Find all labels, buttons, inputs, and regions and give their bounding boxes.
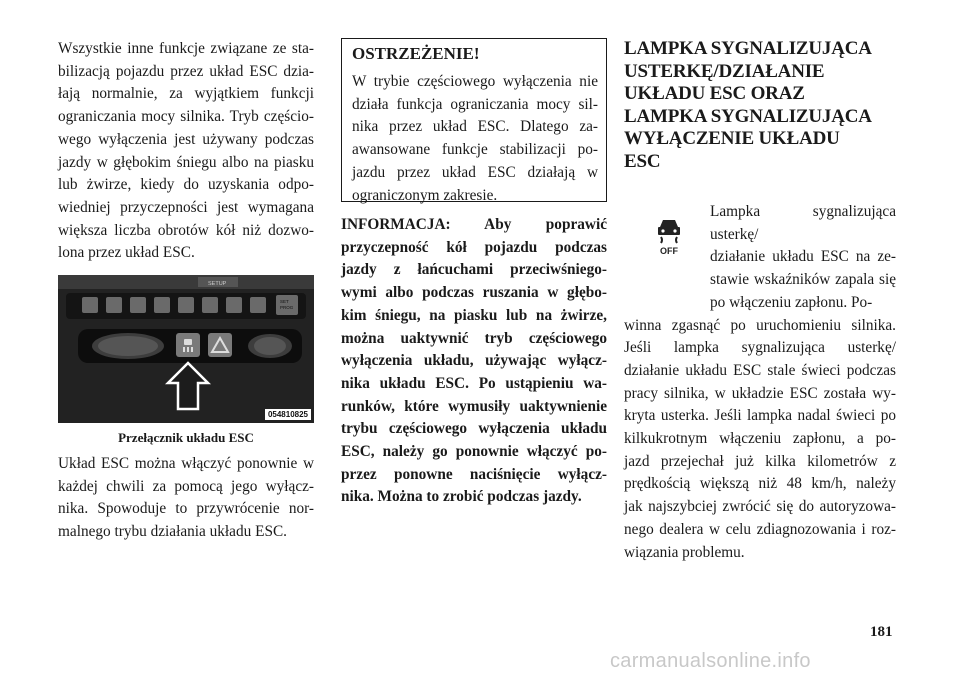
- indicator-paragraph: [624, 201, 896, 564]
- section-heading: [624, 38, 896, 173]
- text-line: łają normalnie, za wyjątkiem funkcji: [58, 85, 314, 103]
- text-line: kryta usterka. Jeśli lampka nadal świeci po: [624, 407, 896, 425]
- text-line: nego dealera w celu zdiagnozowania i roz-: [624, 520, 896, 538]
- text-line: działa funkcja ograniczania mocy sil-: [352, 95, 598, 113]
- text-line: Lampka sygnalizująca usterkę/: [710, 203, 896, 243]
- indicator-block: [624, 201, 896, 564]
- esc-switch-photo: [58, 275, 314, 423]
- text-line: nika. Spowoduje to przywrócenie nor-: [58, 500, 314, 518]
- text-line: runków, które wymusiły uaktywnienie: [341, 397, 607, 415]
- intro-paragraph: [58, 38, 314, 265]
- middle-column: [341, 38, 607, 509]
- text-line: trybu częściowego wyłączenia układu: [341, 420, 607, 438]
- text-line: ograniczania mocy silnika. Tryb częścio-: [58, 108, 314, 126]
- text-line: jak najszybciej zwrócić się do autoryzowa-: [624, 498, 896, 516]
- text-line: winna zgasnąć po uruchomieniu silnika.: [624, 316, 896, 334]
- info-paragraph: [341, 214, 607, 509]
- text-line: wiedniej przyczepności jest wymagana: [58, 198, 314, 216]
- text-line: prędkością większą niż 48 km/h, należy: [624, 475, 896, 493]
- warning-title: OSTRZEŻENIE!: [352, 44, 480, 63]
- heading-line: ESC: [624, 150, 661, 172]
- text-line: kilkukrotnym włączeniu zapłonu, a po-: [624, 430, 896, 448]
- text-line: każdej chwili za pomocą jego wyłącz-: [58, 477, 314, 495]
- heading-line: USTERKĘ/DZIAŁANIE: [624, 60, 825, 82]
- text-line: jazdu przez układ ESC działają w: [352, 163, 598, 181]
- text-line: wego wyłączenia jest używany podczas: [58, 130, 314, 148]
- right-column: [624, 38, 896, 564]
- esc-off-icon: [652, 215, 686, 255]
- heading-line: LAMPKA SYGNALIZUJĄCA: [624, 105, 872, 127]
- text-line: Układ ESC można włączyć ponownie w: [58, 455, 314, 473]
- prog-label: PROG: [280, 305, 294, 311]
- text-line: działanie układu ESC stale świeci podczas: [624, 361, 896, 379]
- text-line: wymi albo podczas ruszania w głębo-: [341, 284, 607, 302]
- esc-switch-figure: [58, 275, 314, 423]
- text-line: nika przez układ ESC. Dlatego za-: [352, 118, 598, 136]
- after-figure-paragraph: [58, 453, 314, 544]
- text-line: lub żwirze, kiedy do uzyskania odpo-: [58, 176, 314, 194]
- text-line: malnego trybu działania układu ESC.: [58, 523, 287, 541]
- text-line: Wszystkie inne funkcje związane ze sta-: [58, 40, 314, 57]
- set-label: SET: [280, 299, 289, 305]
- warning-text: [352, 71, 598, 207]
- text-line: bilizacją pojazdu przez układ ESC dzia-: [58, 62, 314, 80]
- text-line: wiązania problemu.: [624, 543, 745, 561]
- text-line: przez ponowne naciśnięcie wyłącz-: [341, 465, 607, 483]
- text-line: wyłączenia układu, używając wyłącz-: [341, 352, 607, 370]
- text-line: przyczepność kół pojazdu podczas: [341, 238, 607, 256]
- heading-line: WYŁĄCZENIE UKŁADU: [624, 128, 840, 149]
- text-line: można uaktywnić tryb częściowego: [341, 329, 607, 347]
- text-line: W trybie częściowego wyłączenia nie: [352, 73, 598, 90]
- text-line: Jeśli lampka sygnalizująca usterkę/: [624, 339, 896, 357]
- text-line: nika układu ESC. Po ustąpieniu wa-: [341, 374, 607, 392]
- text-line: działanie układu ESC na ze-: [710, 248, 896, 266]
- text-line: INFORMACJA: Aby poprawić: [341, 216, 607, 233]
- text-line: lona przez układ ESC.: [58, 244, 195, 262]
- left-column: [58, 38, 314, 544]
- text-line: kim śniegu, na piasku lub na żwirze,: [341, 306, 607, 324]
- text-line: nika. Można to zrobić podczas jazdy.: [341, 488, 582, 506]
- warning-box: [341, 38, 607, 202]
- text-line: pracy silnika, w układzie ESC została wy-: [624, 384, 896, 402]
- text-line: jazd przejechał już kilka kilometrów z: [624, 452, 896, 470]
- text-line: jazdy z łańcuchami przeciwśniego-: [341, 261, 607, 279]
- text-line: ESC, należy go ponownie włączyć po-: [341, 443, 607, 461]
- setup-label: SETUP: [208, 281, 227, 288]
- figure-caption: Przełącznik układu ESC: [118, 430, 254, 446]
- text-line: ograniczonym zakresie.: [352, 186, 498, 204]
- text-line: jazdy w głębokim śniegu albo na piasku: [58, 153, 314, 171]
- text-line: stawie wskaźników zapala się: [710, 271, 896, 289]
- figure-code: 054810825: [265, 409, 311, 420]
- off-label: OFF: [660, 246, 678, 255]
- text-line: awansowane funkcje stabilizacji po-: [352, 141, 598, 159]
- heading-line: LAMPKA SYGNALIZUJĄCA: [624, 38, 872, 59]
- text-line: po włączeniu zapłonu. Po-: [710, 293, 873, 311]
- page-number: 181: [870, 624, 893, 640]
- text-line: większa liczba obrotów kół niż dozwo-: [58, 221, 314, 239]
- watermark: carmanualsonline.info: [610, 650, 811, 672]
- heading-line: UKŁADU ESC ORAZ: [624, 83, 805, 104]
